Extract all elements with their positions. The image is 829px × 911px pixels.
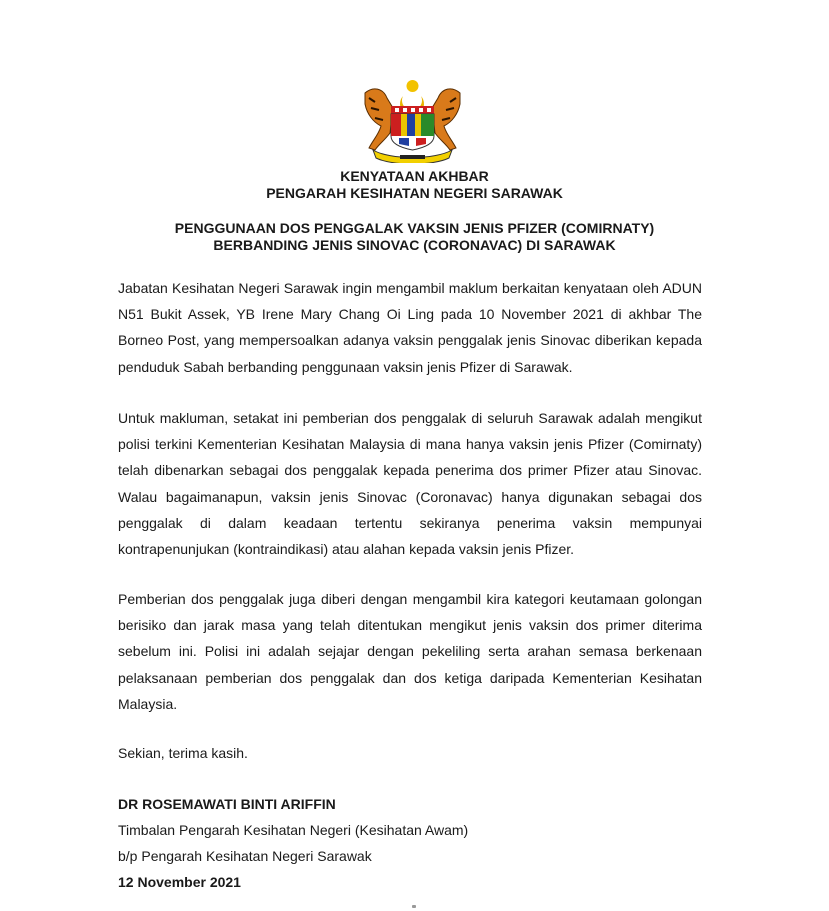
statement-date: 12 November 2021 xyxy=(118,874,241,890)
page-mark xyxy=(412,905,416,908)
signatory-name: DR ROSEMAWATI BINTI ARIFFIN xyxy=(118,796,336,812)
subject-line-1: PENGGUNAAN DOS PENGGALAK VAKSIN JENIS PFIZER (COMIRNATY) xyxy=(174,220,655,236)
paragraph-text: Pemberian dos penggalak juga diberi dengan mengambil kira kategori keutamaan golongan berisiko dan jarak masa yang telah ditentukan mengikut jenis vaksin dos primer diterima sebelum ini. Polisi ini adalah sejajar dengan pekeliling serta arahan semasa berkenaan pelaksanaan pemberian dos penggalak dan dos ketiga daripada Kementerian Kesihatan Malaysia. xyxy=(118,591,702,712)
signatory-title: Timbalan Pengarah Kesihatan Negeri (Kesihatan Awam) xyxy=(118,822,469,838)
closing-remark: Sekian, terima kasih. xyxy=(118,745,248,761)
press-header xyxy=(0,168,829,202)
paragraph-1 xyxy=(118,275,702,380)
signature-block xyxy=(118,791,468,895)
header-issuer: PENGARAH KESIHATAN NEGERI SARAWAK xyxy=(266,185,563,201)
paragraph-2 xyxy=(118,405,702,562)
paragraph-3 xyxy=(118,586,702,717)
header-title: KENYATAAN AKHBAR xyxy=(340,168,489,184)
press-subject xyxy=(0,220,829,254)
subject-line-2: BERBANDING JENIS SINOVAC (CORONAVAC) DI SARAWAK xyxy=(213,237,616,253)
paragraph-text: Jabatan Kesihatan Negeri Sarawak ingin mengambil maklum berkaitan kenyataan oleh ADUN N51 Bukit Assek, YB Irene Mary Chang Oi Ling pada 10 November 2021 di akhbar The Borneo Post, yang mempersoalkan adanya vaksin penggalak jenis Sinovac diberikan kepada penduduk Sabah berbanding penggunaan vaksin jenis Pfizer di Sarawak. xyxy=(118,280,702,375)
signatory-on-behalf: b/p Pengarah Kesihatan Negeri Sarawak xyxy=(118,848,372,864)
coat-of-arms-icon xyxy=(355,78,470,163)
paragraph-text: Untuk makluman, setakat ini pemberian dos penggalak di seluruh Sarawak adalah mengikut polisi terkini Kementerian Kesihatan Malaysia di mana hanya vaksin jenis Pfizer (Comirnaty) telah dibenarkan sebagai dos penggalak kepada penerima dos primer Pfizer atau Sinovac. Walau bagaimanapun, vaksin jenis Sinovac (Coronavac) hanya digunakan sebagai dos penggalak di dalam keadaan tertentu sekiranya penerima vaksin mempunyai kontrapenunjukan (kontraindikasi) atau alahan kepada vaksin jenis Pfizer. xyxy=(118,410,702,558)
